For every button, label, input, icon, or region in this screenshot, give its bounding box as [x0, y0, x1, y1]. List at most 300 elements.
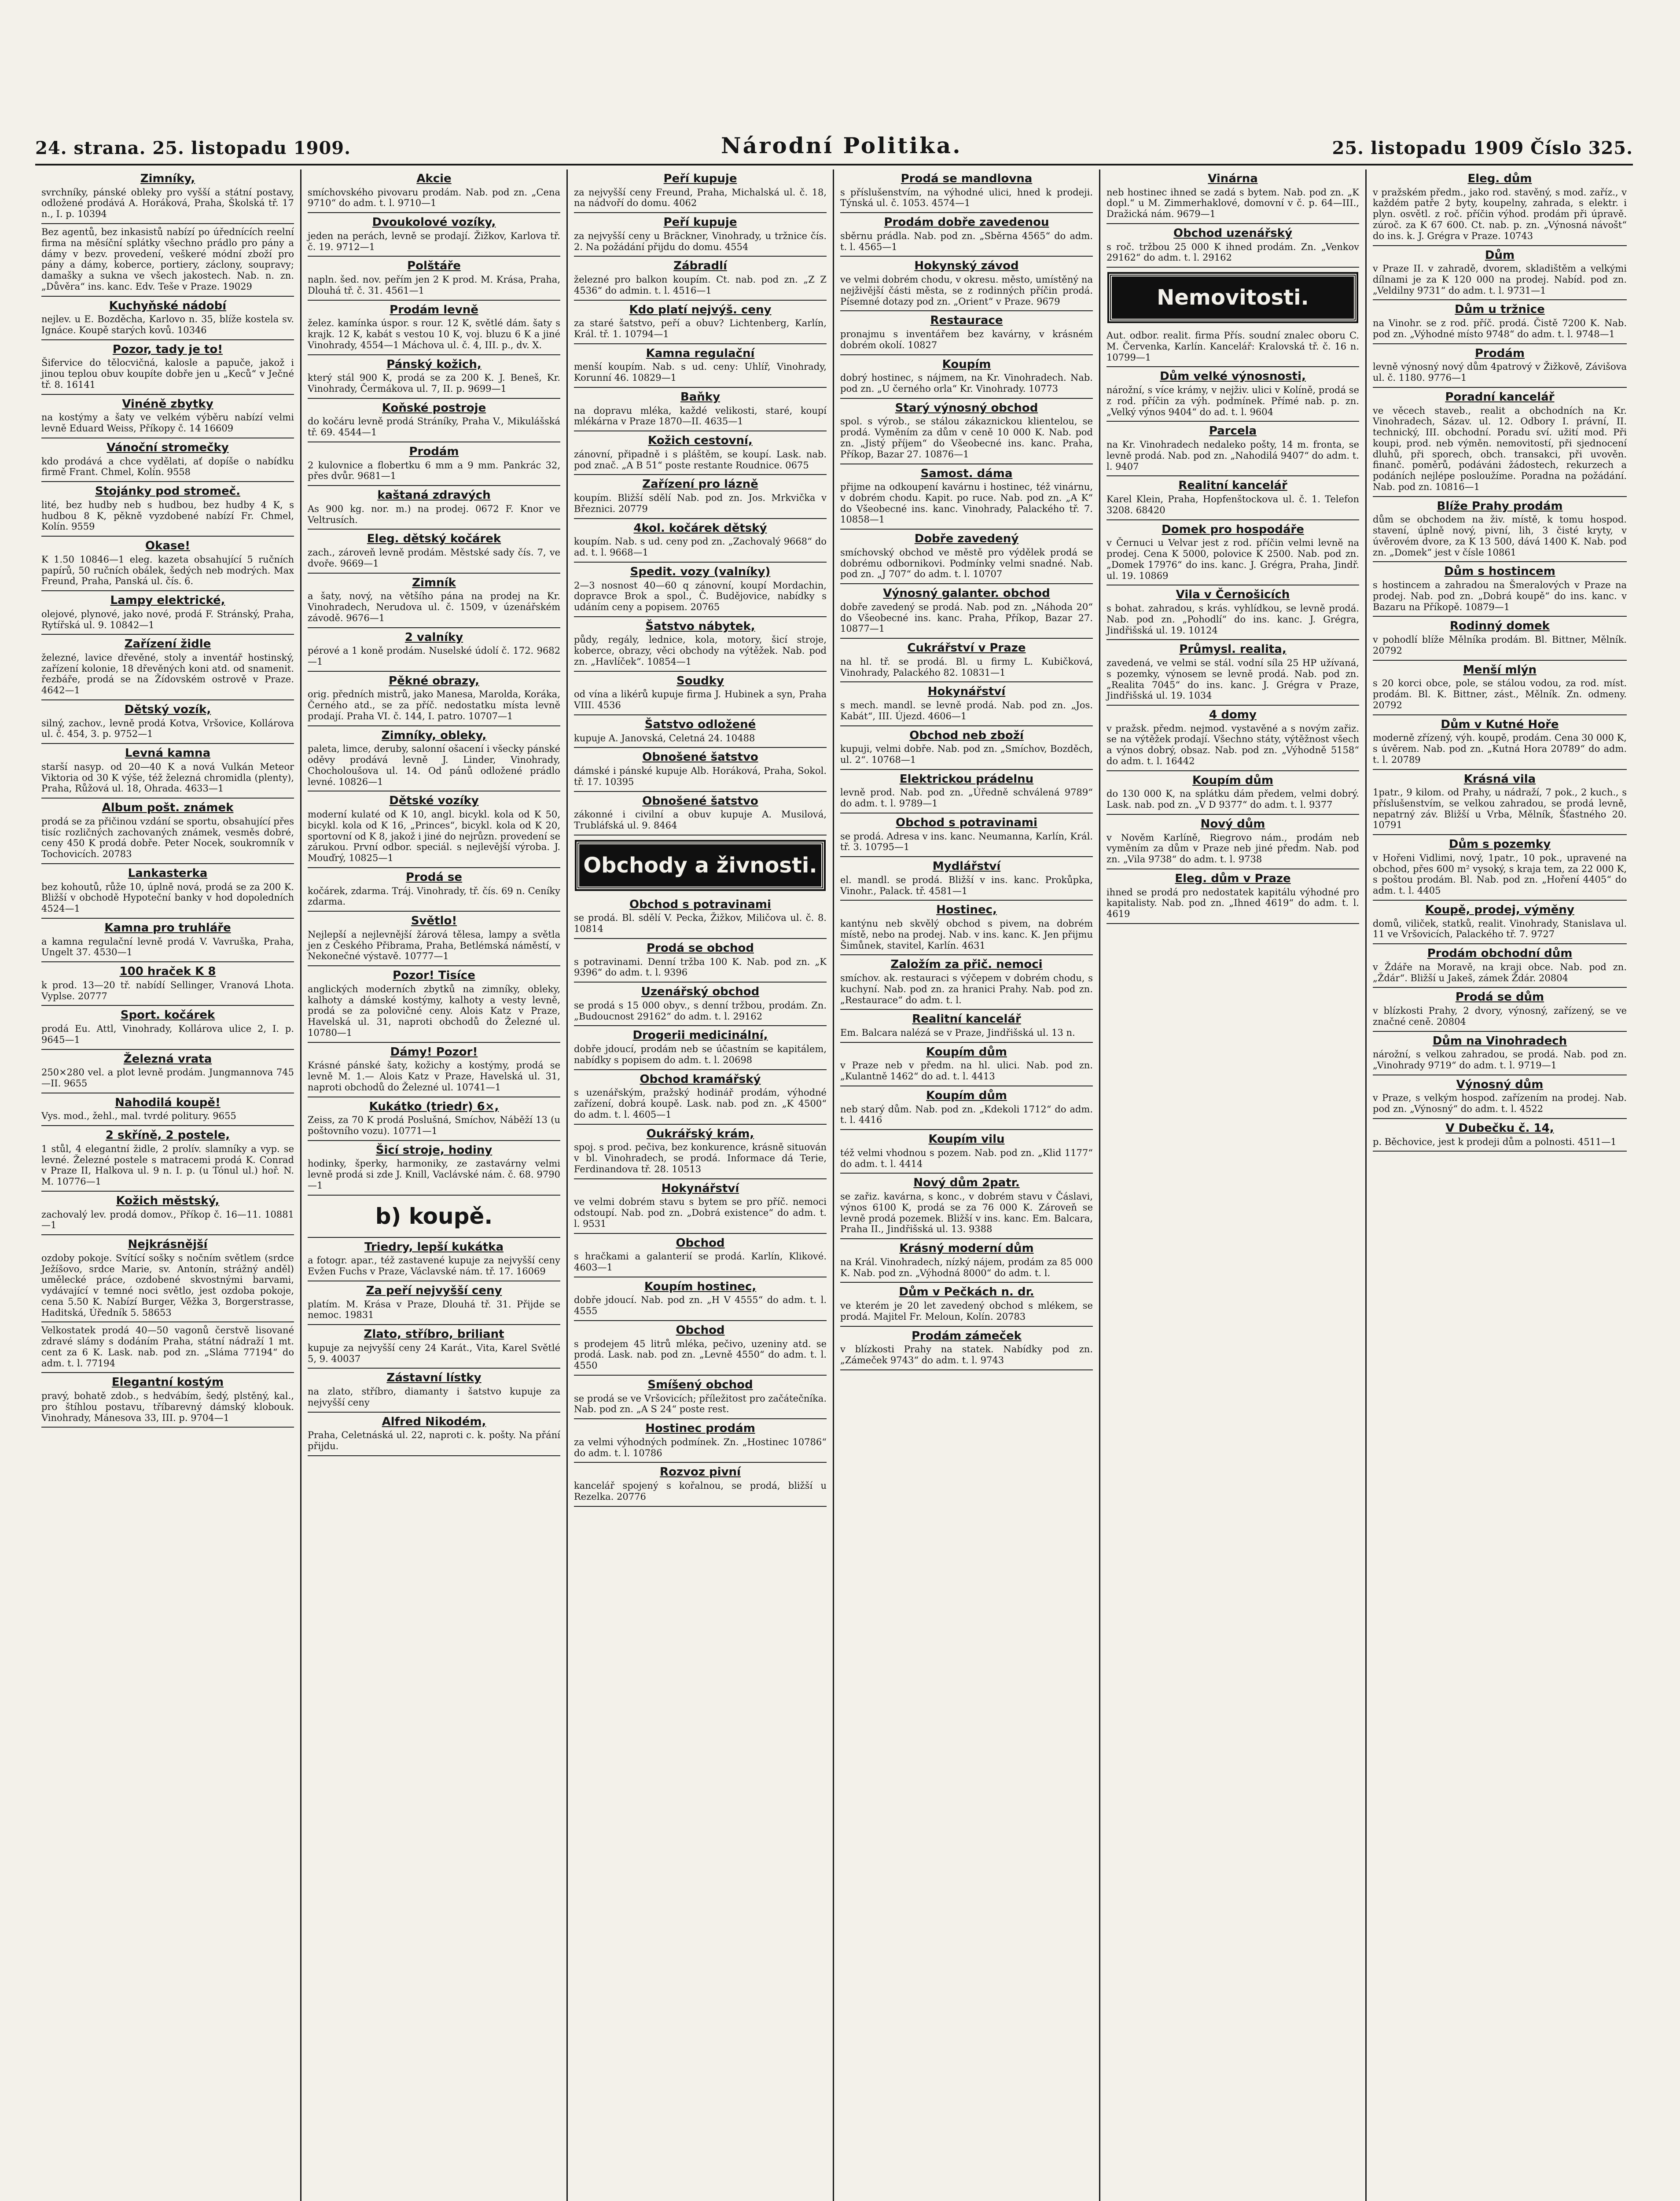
ad-text: koupím. Bližší sdělí Nab. pod zn. Jos. Mrkvička v Březnici. 20779: [574, 493, 827, 514]
classified-ad: [308, 1141, 560, 1196]
ad-heading: Pozor, tady je to!: [112, 342, 223, 356]
ad-heading: Dům v Kutné Hoře: [1441, 718, 1559, 731]
ad-heading: Obchod: [676, 1236, 725, 1250]
ad-heading: Dámy! Pozor!: [390, 1045, 478, 1059]
classified-ad: [308, 1325, 560, 1369]
ad-heading: 2 skříně, 2 postele,: [105, 1129, 230, 1142]
classified-ad: [41, 1006, 294, 1049]
ad-heading: Drogerii medicinální,: [632, 1029, 768, 1042]
ad-text: s 20 korci obce, pole, se stálou vodou, za rod. míst. prodám. Bl. K. Bittner, zást., Mělník. Zn. odmeny. 20792: [1373, 678, 1627, 710]
ad-column-6: [1367, 169, 1633, 2201]
ad-heading: Kožich městský,: [116, 1194, 220, 1207]
classified-ad: [574, 475, 827, 519]
ad-text: do kočáru levně prodá Stráníky, Praha V., Mikulášská tř. 69. 4544—1: [308, 416, 560, 438]
classified-ad: [1373, 715, 1627, 770]
ad-text: za staré šatstvo, peří a obuv? Lichtenberg, Karlín, Král. tř. 1. 10794—1: [574, 318, 827, 340]
classified-ad: [574, 1026, 827, 1070]
section-banner: Obchody a živnosti.: [577, 842, 824, 889]
ad-text: levně výnosný nový dům 4patrový v Žižkově, Závišova ul. č. 1180. 9776—1: [1373, 361, 1627, 383]
ad-text: s bohat. zahradou, s krás. vyhlídkou, se levně prodá. Nab. pod zn. „Pohodlí“ do ins. kanc. J. Grégra, Jindřišská ul. 19. 10124: [1107, 603, 1359, 636]
ad-heading: Lankasterka: [128, 866, 208, 880]
classified-ad: [41, 1093, 294, 1126]
classified-ad: [574, 1321, 827, 1376]
ad-text: se prodá. Bl. sdělí V. Pecka, Žižkov, Miličova ul. č. 8. 10814: [574, 913, 827, 935]
ad-text: Nejlepší a nejlevnější žárová tělesa, lampy a světla jen z Českého Přibrama, Praha, Betlémská náměstí, v Nekonečné výstavě. 10777—1: [308, 929, 560, 962]
section-banner: Nemovitosti.: [1109, 274, 1356, 321]
ad-heading: Vila v Černošicích: [1176, 588, 1290, 602]
ad-text: kočárek, zdarma. Tráj. Vinohrady, tř. čís. 69 n. Ceníky zdarma.: [308, 885, 560, 907]
ad-text: dámské i pánské kupuje Alb. Horáková, Praha, Sokol. tř. 17. 10395: [574, 766, 827, 787]
ad-heading: Pěkné obrazy,: [389, 674, 479, 688]
ad-heading: Dům u tržnice: [1455, 303, 1545, 317]
classified-ad: [308, 574, 560, 628]
classified-ad: [840, 955, 1093, 1010]
ad-text: 2—3 nosnost 40—60 q zánovní, koupí Mordachin, dopravce Brok a spol., Č. Budějovice, nabídky s udáním ceny a popisem. 20765: [574, 580, 827, 613]
ad-text: v Praze neb v předm. na hl. ulici. Nab. pod zn. „Kulantně 1462“ do ad. t. l. 4413: [840, 1060, 1093, 1082]
ad-heading: Hostinec,: [936, 903, 997, 917]
ad-heading: Dvoukolové vozíky,: [372, 216, 496, 229]
ad-heading: Baňky: [680, 390, 721, 404]
classified-ad: [574, 672, 827, 715]
ad-heading: Hokynářství: [927, 685, 1006, 699]
ad-text: za nejvyšší ceny Freund, Praha, Michalská ul. č. 18, na nádvoří do domu. 4062: [574, 187, 827, 209]
classified-ad: [41, 224, 294, 297]
ad-text: s hostincem a zahradou na Šmeralových v Praze na prodej. Nab. pod zn. „Dobrá koupě“ do ins. kanc. v Bazaru na Příkopě. 10879—1: [1373, 580, 1627, 612]
ad-text: smíchovského pivovaru prodám. Nab. pod zn. „Cena 9710“ do adm. t. l. 9710—1: [308, 187, 560, 209]
classified-ad: [308, 1043, 560, 1097]
ad-heading: Polštáře: [407, 259, 461, 273]
classified-ad: [1373, 497, 1627, 563]
classified-ad: [41, 340, 294, 395]
classified-ad: [1373, 1119, 1627, 1152]
ad-heading: Vinárna: [1208, 172, 1258, 185]
ad-text: el. mandl. se prodá. Bližší v ins. kanc. Prokůpka, Vinohr., Palack. tř. 4581—1: [840, 874, 1093, 896]
ad-text: s potravinami. Denní tržba 100 K. Nab. pod zn. „K 9396“ do adm. t. l. 9396: [574, 956, 827, 978]
classified-ad: [574, 895, 827, 939]
ad-heading: Krásná vila: [1463, 772, 1536, 786]
classified-ad: [41, 297, 294, 340]
page-info-right: 25. listopadu 1909 Číslo 325.: [1332, 138, 1633, 158]
ad-heading: kaštaná zdravých: [377, 489, 491, 502]
classified-ad: [840, 1327, 1093, 1370]
ad-heading: Šicí stroje, hodiny: [375, 1143, 493, 1157]
ad-heading: Šatstvo odložené: [644, 718, 756, 731]
ad-text: nárožní, s velkou zahradou, se prodá. Nab. pod zn. „Vinohrady 9719“ do adm. t. l. 9719—1: [1373, 1049, 1627, 1071]
ad-text: domů, viliček, statků, realit. Vinohrady, Stanislava ul. 11 ve Vršovicích, Palackého tř. 7. 9727: [1373, 918, 1627, 940]
classified-ad: [574, 1376, 827, 1419]
ad-text: starší nasyp. od 20—40 K a nová Vulkán Meteor Viktoria od 30 K výše, též železná chromidla (plenty), Praha, Růžová ul. 18, Ohrada. 4633—1: [41, 761, 294, 794]
ad-columns: [35, 169, 1633, 2201]
ad-text: moderní kulaté od K 10, angl. bicykl. kola od K 50, bicykl. kola od K 16, „Princes“, bicykl. kola od K 20, sportovní od K 8, jakož i jiné do nejrůzn. provedení se zárukou. První odbor. speciál. s nejlevější výroba. J. Mouďrý, 10825—1: [308, 809, 560, 864]
ad-text: do 130 000 K, na splátku dám předem, velmi dobrý. Lask. nab. pod zn. „V D 9377“ do adm. t. l. 9377: [1107, 788, 1359, 810]
classified-ad: [1373, 988, 1627, 1031]
ad-text: se prodá s 15 000 obyv., s denní tržbou, prodám. Zn. „Budoucnost 29162“ do adm. t. l. 29162: [574, 1000, 827, 1022]
ad-text: nejlev. u E. Bozděcha, Karlovo n. 35, blíže kostela sv. Ignáce. Koupě starých kovů. 10346: [41, 314, 294, 335]
classified-ad: [308, 355, 560, 399]
ad-heading: Zařízení židle: [124, 637, 211, 651]
ad-text: zachovalý lev. prodá domov., Příkop č. 16—11. 10881—1: [41, 1209, 294, 1231]
classified-ad: [574, 1125, 827, 1179]
classified-ad: [1373, 1075, 1627, 1119]
ad-text: Vys. mod., žehl., mal. tvrdé politury. 9655: [41, 1111, 236, 1122]
classified-ad: [1107, 328, 1359, 367]
classified-ad: [308, 213, 560, 257]
ad-text: Karel Klein, Praha, Hopfenštockova ul. č. 1. Telefon 3208. 68420: [1107, 494, 1359, 515]
ad-text: se prodá se ve Vršovicích; příležitost pro začátečníka. Nab. pod zn. „A S 24“ poste rest.: [574, 1393, 827, 1415]
classified-ad: [840, 726, 1093, 770]
classified-ad: [308, 301, 560, 355]
ad-heading: Prodám zámeček: [912, 1329, 1022, 1343]
classified-ad: [1373, 562, 1627, 617]
classified-ad: [574, 939, 827, 983]
ad-heading: Obchod: [676, 1323, 725, 1337]
ad-text: železné pro balkon koupím. Ct. nab. pod zn. „Z Z 4536“ do admin. t. l. 4516—1: [574, 274, 827, 296]
ad-heading: Nový dům: [1200, 817, 1265, 831]
ad-heading: Samost. dáma: [920, 467, 1013, 480]
ad-heading: Alfred Nikodém,: [382, 1415, 486, 1428]
ad-heading: Koňské postroje: [382, 401, 486, 415]
ad-text: orig. předních mistrů, jako Manesa, Marolda, Koráka, Černého atd., se za příč. nedostatku místa levně prodají. Praha VI. č. 144, I. patro. 10707—1: [308, 689, 560, 721]
ad-text: jeden na perách, levně se prodají. Žižkov, Karlova tř. č. 19. 9712—1: [308, 230, 560, 252]
ad-heading: Koupím: [942, 357, 991, 371]
ad-heading: Koupím dům: [1192, 773, 1273, 787]
ad-text: v Nověm Karlíně, Riegrovo nám., prodám neb vyměním za dům v Praze neb jiné předm. Nab. pod zn. „Vila 9738“ do adm. t. l. 9738: [1107, 832, 1359, 865]
ad-heading: Parcela: [1209, 424, 1257, 438]
ad-text: platím. M. Krása v Praze, Dlouhá tř. 31. Přijde se nemoc. 19831: [308, 1299, 560, 1321]
ad-text: na kostýmy a šaty ve velkém výběru nabízí velmi levně Eduard Weiss, Příkopy č. 14 16609: [41, 412, 294, 434]
ad-text: půdy, regály, lednice, kola, motory, šicí stroje, koberce, obrazy, věci obchody na výtěžek. Nab. pod zn. „Havlíček“. 10854—1: [574, 634, 827, 667]
classified-ad: [1107, 706, 1359, 771]
ad-text: v pražském předm., jako rod. stavěný, s mod. zaříz., v každém patře 2 byty, koupelny, zahrada, s elektr. i plyn. osvětl. z roč. příčin výhod. prodám při úpravě. zúroč. za K 67 600. Ct. nab. p. zn. „Výnosná návošt“ do ins. k. J. Grégra v Praze. 10743: [1373, 187, 1627, 241]
ad-text: K 1.50 10846—1 eleg. kazeta obsahující 5 ručních papírů, 50 ručních obálek, šedých neb modrých. Max Freund, Praha, Panská ul. čís. 6.: [41, 554, 294, 587]
ad-text: Zeiss, za 70 K prodá Poslušná, Smíchov, Náběží 13 (u poštovního vozu). 10771—1: [308, 1115, 560, 1137]
classified-ad: [840, 1283, 1093, 1326]
ad-heading: Koupě, prodej, výměny: [1425, 903, 1574, 916]
ad-heading: Vinéně zbytky: [122, 397, 213, 411]
classified-ad: [840, 311, 1093, 355]
ad-text: a kamna regulační levně prodá V. Vavruška, Praha, Ungelt 37. 4530—1: [41, 936, 294, 958]
ad-heading: Eleg. dům v Praze: [1175, 872, 1291, 885]
ad-text: želez. kamínka úspor. s rour. 12 K, světlé dám. šaty s krajk. 12 K, kabát s vestou 10 K, voj. bluzu 6 K a jiné Vinohrady, 4554—1 Máchova ul. č. 4, III. p., dv. X.: [308, 318, 560, 350]
ad-heading: Nový dům 2patr.: [913, 1176, 1020, 1190]
classified-ad: [574, 1234, 827, 1277]
classified-ad: [1373, 300, 1627, 344]
ad-text: silný, zachov., levně prodá Kotva, Vršovice, Kollárova ul. č. 454, 3. p. 9752—1: [41, 718, 294, 740]
classified-ad: [308, 1413, 560, 1456]
ad-text: 1patr., 9 kilom. od Prahy, u nádraží, 7 pok., 2 kuch., s příslušenstvím, se velkou zahradou, se prodá levně, nepatrný záv. Bližší u Vrba, Mělník, Šťastného 20. 10791: [1373, 787, 1627, 831]
ad-heading: Stojánky pod stromeč.: [95, 485, 240, 498]
ad-heading: V Dubečku č. 14,: [1445, 1122, 1554, 1135]
ad-text: ve velmi dobrém stavu s bytem se pro příč. nemoci odstoupí. Nab. pod zn. „Dobrá existence“ do adm. t. l. 9531: [574, 1196, 827, 1229]
classified-ad: [574, 257, 827, 300]
classified-ad: [574, 1179, 827, 1234]
ad-text: kancelář spojený s kořalnou, se prodá, bližší u Rezelka. 20776: [574, 1480, 827, 1502]
ad-text: se zařiz. kavárna, s konc., v dobrém stavu v Čáslavi, výnos 6100 K, prodá se za 76 000 K. Zároveň se levně prodá pozemek. Bližší v ins. kanc. Em. Balcara, Praha II., Jindřišská ul. 13. 9388: [840, 1191, 1093, 1235]
ad-heading: Poradní kancelář: [1445, 390, 1555, 404]
ad-heading: Koupím dům: [926, 1045, 1007, 1059]
ad-text: prodá se za přičinou vzdání se sportu, obsahující přes tisíc rozličných zachovaných známek, vesměs dobré, ceny 450 K prodá dobře. Peter Nocek, soukromník v Tochovicích. 20783: [41, 816, 294, 860]
ad-text: spoj. s prod. pečiva, bez konkurence, krásně situován v bl. Vinohradech, se prodá. Informace dá Terie, Ferdinandova tř. 28. 10513: [574, 1142, 827, 1174]
classified-ad: [574, 213, 827, 257]
ad-heading: Koupím vilu: [928, 1133, 1005, 1146]
classified-ad: [1107, 224, 1359, 268]
ad-heading: Zábradlí: [673, 259, 727, 273]
classified-ad: [308, 912, 560, 966]
ad-text: s mech. mandl. se levně prodá. Nab. pod zn. „Jos. Kabát“, III. Újezd. 4606—1: [840, 700, 1093, 721]
ad-text: hodinky, šperky, harmoniky, ze zastavárny velmi levně prodá si zde J. Knill, Vaclávské nám. č. 68. 9790—1: [308, 1158, 560, 1191]
ad-text: prodá Eu. Attl, Vinohrady, Kollárova ulice 2, I. p. 9645—1: [41, 1023, 294, 1045]
ad-heading: Za peří nejvyšší ceny: [366, 1284, 502, 1297]
classified-ad: [840, 530, 1093, 584]
ad-heading: Peří kupuje: [663, 172, 737, 185]
ad-text: menší koupím. Nab. s ud. ceny: Uhlíř, Vinohrady, Korunní 46. 10829—1: [574, 361, 827, 383]
classified-ad: [840, 857, 1093, 901]
ad-text: v pohodlí blíže Mělníka prodám. Bl. Bittner, Mělník. 20792: [1373, 634, 1627, 656]
ad-text: 250×280 vel. a plot levně prodám. Jungmannova 745—II. 9655: [41, 1067, 294, 1089]
ad-text: kdo prodává a chce vydělati, ať dopíše o nabídku firmě Frant. Chmel, Kolín. 9558: [41, 456, 294, 478]
ad-heading: 2 valníky: [404, 630, 463, 644]
ad-heading: Šatstvo nábytek,: [645, 619, 755, 633]
ad-text: zavedená, ve velmi se stál. vodní síla 25 HP užívaná, s pozemky, výnosem se levně prodá. Nab. pod zn. „Realita 7045“ do ins. kanc. J. Grégra v Praze, Jindřišská ul. 19. 1034: [1107, 657, 1359, 701]
ad-heading: 4 domy: [1209, 708, 1257, 722]
classified-ad: [308, 442, 560, 486]
ad-text: Bez agentů, bez inkasistů nabízí po úřednících reelní firma na měsíční splátky všechno prádlo pro pány a dámy v bezv. provedení, veškeré módní zboží pro pány a dámy, koberce, portiery, záclony, soupravy; damašky a sukna ve všech jakostech. Nab. n. zn. „Důvěra“ ins. kanc. Edv. Teše v Praze. 19029: [41, 226, 294, 292]
ad-text: v Černuci u Velvar jest z rod. příčin velmi levně na prodej. Cena K 5000, polovice K 2500. Nab. pod zn. „Domek 17976“ do ins. kanc. J. Grégra, Praha, Jindř. ul. 19. 10869: [1107, 537, 1359, 581]
ad-heading: Dům s pozemky: [1448, 838, 1551, 851]
ad-text: Krásné pánské šaty, kožichy a kostýmy, prodá se levně M. 1.— Alois Katz v Praze, Havelská ul. 31, naproti obchodů do Železné ul. 10741—1: [308, 1060, 560, 1093]
ad-text: k prod. 13—20 tř. nabídí Sellinger, Vranová Lhota. Vyplse. 20777: [41, 979, 294, 1001]
ad-heading: Kuchyňské nádobí: [109, 299, 227, 313]
page-info-left: 24. strana. 25. listopadu 1909.: [35, 138, 351, 158]
ad-text: kupuji, velmi dobře. Nab. pod zn. „Smíchov, Bozděch, ul. 2“. 10768—1: [840, 743, 1093, 766]
ad-text: a šaty, nový, na většího pána na prodej na Kr. Vinohradech, Nerudova ul. č. 1509, v úzenářském závodě. 9676—1: [308, 591, 560, 623]
ad-text: na Vinohr. se z rod. příč. prodá. Čistě 7200 K. Nab. pod zn. „Výhodné místo 9748“ do adm. t. l. 9748—1: [1373, 318, 1627, 339]
ad-heading: Album pošt. známek: [102, 801, 234, 815]
classified-ad: [1373, 344, 1627, 388]
classified-ad: [308, 628, 560, 672]
ad-heading: Eleg. dětský kočárek: [367, 532, 501, 546]
ad-text: Velkostatek prodá 40—50 vagonů čerstvě lisované zdravé slámy s dodáním Praha, státní nádraží 1 mt. cent za 6 K. Lask. nab. pod zn. „Sláma 77194“ do adm. t. l. 77194: [41, 1325, 294, 1369]
classified-ad: [840, 464, 1093, 530]
ad-text: anglických moderních zbytků na zimníky, obleky, kalhoty a dámské kostýmy, kalhoty a vesty levně, prodá se za polovičné ceny. Alois Katz v Praze, Havelská ul. 31, naproti obchodů do Železné ul. 10780—1: [308, 983, 560, 1038]
classified-ad: [41, 1235, 294, 1322]
ad-text: 2 kulovnice a flobertku 6 mm a 9 mm. Pankrác 32, přes dvůr. 9681—1: [308, 460, 560, 482]
ad-text: levně prod. Nab. pod zn. „Úředně schválená 9789“ do adm. t. l. 9789—1: [840, 787, 1093, 809]
classified-ad: [1107, 815, 1359, 869]
classified-ad: [41, 591, 294, 635]
ad-heading: Realitní kancelář: [1178, 479, 1287, 493]
classified-ad: [840, 257, 1093, 311]
ad-text: na Král. Vinohradech, nízký nájem, prodám za 85 000 K. Nab. pod zn. „Výhodná 8000“ do adm. t. l.: [840, 1256, 1093, 1278]
ad-heading: Koupím dům: [926, 1089, 1007, 1102]
ad-heading: Dětský vozík,: [124, 703, 211, 717]
classified-ad: [1373, 246, 1627, 301]
ad-text: s roč. tržbou 25 000 K ihned prodám. Zn. „Venkov 29162“ do adm. t. l. 29162: [1107, 241, 1359, 263]
ad-heading: Mydlářství: [932, 860, 1001, 873]
ad-text: na dopravu mléka, každé velikosti, staré, koupí mlékárna v Praze 1870—II. 4635—1: [574, 405, 827, 427]
ad-text: koupím. Nab. s ud. ceny pod zn. „Zachovalý 9668“ do ad. t. l. 9668—1: [574, 536, 827, 558]
ad-text: za velmi výhodných podmínek. Zn. „Hostinec 10786“ do adm. t. l. 10786: [574, 1436, 827, 1458]
ad-column-2: [301, 169, 568, 2201]
ad-heading: Zimníky,: [140, 172, 195, 185]
classified-ad: [1107, 640, 1359, 706]
classified-ad: [574, 301, 827, 344]
ad-heading: Nejkrásnější: [128, 1238, 208, 1251]
ad-heading: Obnošené šatstvo: [642, 794, 758, 808]
classified-ad: [1107, 169, 1359, 224]
classified-ad: [308, 791, 560, 868]
classified-ad: [1107, 422, 1359, 476]
ad-text: napln. šed. nov. peřím jen 2 K prod. M. Krása, Praha, Dlouhá tř. č. 31. 4561—1: [308, 274, 560, 296]
classified-ad: [1373, 1032, 1627, 1075]
ad-heading: Obchod kramářský: [640, 1072, 761, 1086]
ad-text: a fotogr. apar., též zastavené kupuje za nejvyšší ceny Evžen Fuchs v Praze, Václavské nám. tř. 17. 16069: [308, 1255, 560, 1277]
ad-text: od vína a likérů kupuje firma J. Hubinek a syn, Praha VIII. 4536: [574, 689, 827, 711]
ad-heading: Prodá se obchod: [647, 942, 754, 955]
ad-heading: Kamna pro truhláře: [104, 921, 231, 935]
ad-text: olejové, plynové, jako nové, prodá F. Stránský, Praha, Rytířská ul. 9. 10842—1: [41, 608, 294, 630]
classified-ad: [308, 486, 560, 530]
ad-text: dobře zavedený se prodá. Nab. pod zn. „Náhoda 20“ do Všeobecné ins. kanc. Praha, Příkop, Bazar 27. 10877—1: [840, 601, 1093, 634]
classified-ad: [574, 715, 827, 748]
ad-text: v blízkosti Prahy, 2 dvory, výnosný, zařízený, se ve značné ceně. 20804: [1373, 1005, 1627, 1027]
classified-ad: [574, 563, 827, 617]
ad-text: též velmi vhodnou s pozem. Nab. pod zn. „Klid 1177“ do adm. t. l. 4414: [840, 1147, 1093, 1169]
classified-ad: [41, 1373, 294, 1428]
ad-text: zach., zároveň levně prodám. Městské sady čís. 7, ve dvoře. 9669—1: [308, 547, 560, 569]
ad-text: dobře jdoucí, prodám neb se účastním se kapitálem, nabídky s popisem do adm. t. l. 20698: [574, 1044, 827, 1065]
ad-text: v Hořeni Vidlimi, nový, 1patr., 10 pok., upravené na obchod, přes 600 m² vysoký, s kraja tem, za 22 000 K, s poštou prodám. Bl. Nab. pod zn. „Hoření 4405“ do adm. t. l. 4405: [1373, 852, 1627, 896]
ad-heading: Obchod uzenářský: [1173, 226, 1293, 240]
ad-heading: Prodá se mandlovna: [901, 172, 1033, 185]
ad-heading: Dům v Pečkách n. dr.: [899, 1285, 1034, 1299]
ad-text: za nejvyšší ceny u Bräckner, Vinohrady, u tržnice čís. 2. Na požádání přijdu do domu. 4554: [574, 230, 827, 252]
classified-ad: [574, 983, 827, 1026]
ad-heading: Obchod neb zboží: [909, 729, 1024, 742]
ad-text: na hl. tř. se prodá. Bl. u firmy L. Kubičková, Vinohrady, Palackého 82. 10831—1: [840, 656, 1093, 678]
ad-text: se prodá. Adresa v ins. kanc. Neumanna, Karlín, Král. tř. 3. 10795—1: [840, 831, 1093, 853]
ad-heading: Domek pro hospodáře: [1162, 523, 1304, 536]
ad-heading: Obnošené šatstvo: [642, 751, 758, 764]
ad-heading: 100 hraček K 8: [119, 965, 216, 979]
ad-text: bez kohoutů, růže 10, úplně nová, prodá se za 200 K. Bližší v obchodě Hypoteční banky v hod dopoledních 4524—1: [41, 881, 294, 914]
masthead: [35, 132, 1633, 158]
classified-ad: [308, 726, 560, 792]
ad-text: pérové a 1 koně prodám. Nuselské údolí č. 172. 9682—1: [308, 645, 560, 667]
ad-text: ozdoby pokoje. Svítící sošky s nočním světlem (srdce Ježíšovo, srdce Marie, sv. Antonín, strážný anděl) umělecké práce, ozdobené skvostnými barvami, vydávající v temné noci světlo, jest ozdoba pokoje, cena 5.50 K. Nabízí Burger, Věžka 3, Borgerstrasse, Haditská, Úředník 5. 58653: [41, 1252, 294, 1318]
ad-heading: Prodá se: [405, 870, 463, 884]
classified-ad: [41, 919, 294, 962]
classified-ad: [308, 1281, 560, 1325]
ad-heading: Koupím hostinec,: [644, 1280, 757, 1293]
classified-ad: [1373, 661, 1627, 715]
classified-ad: [1107, 771, 1359, 815]
ad-text: v pražsk. předm. nejmod. vystavěné a s novým zařiz. se na výtěžek prodají. Všechno státy, výtěžnost všech a výnos dobrý, obsaz. Nab. pod zn. „Výhodně 5158“ do adm. t. l. 16442: [1107, 723, 1359, 767]
ad-heading: Triedry, lepší kukátka: [364, 1240, 504, 1254]
ad-text: paleta, limce, deruby, salonní ošacení i všecky pánské oděvy prodává levně J. Linder, Vinohrady, Chocholoušova ul. 14. Od pánů odložené prádlo levné. 10826—1: [308, 743, 560, 787]
ad-text: dobrý hostinec, s nájmem, na Kr. Vinohradech. Nab. pod zn. „U černého orla“ Kr. Vinohrady. 10773: [840, 372, 1093, 394]
classified-ad: [840, 1043, 1093, 1086]
classified-ad: [308, 169, 560, 213]
classified-ad: [840, 770, 1093, 813]
top-rule: [35, 164, 1633, 166]
ad-heading: Peří kupuje: [663, 216, 737, 229]
classified-ad: [1373, 770, 1627, 835]
classified-ad: [1373, 944, 1627, 988]
ad-heading: Akcie: [416, 172, 452, 185]
ad-heading: Založím za přič. nemoci: [890, 958, 1043, 972]
classified-ad: [574, 169, 827, 213]
ad-heading: Restaurace: [930, 314, 1003, 328]
ad-text: Praha, Celetnáská ul. 22, naproti c. k. pošty. Na přání přijdu.: [308, 1430, 560, 1452]
ad-heading: Kdo platí nejvýš. ceny: [629, 303, 772, 317]
classified-ad: [308, 530, 560, 573]
ad-heading: Dobře zavedený: [914, 532, 1019, 546]
ad-text: neb hostinec ihned se zadá s bytem. Nab. pod zn. „K dopl.“ u M. Zimmerhaklové, domovní v č. p. 64—III., Dražická nám. 9679—1: [1107, 187, 1359, 220]
ad-heading: Kamna regulační: [646, 346, 755, 360]
classified-ad: [41, 1126, 294, 1192]
ad-heading: Starý výnosný obchod: [895, 401, 1038, 415]
classified-ad: [41, 438, 294, 482]
ad-heading: Zástavní lístky: [386, 1371, 482, 1385]
classified-ad: [574, 748, 827, 791]
ad-text: pravý, bohatě zdob., s hedvábím, šedý, plstěný, kal., pro štíhlou postavu, tříbarevný dámský klobouk. Vinohrady, Mánesova 33, III. p. 9704—1: [41, 1391, 294, 1423]
classified-ad: [308, 868, 560, 912]
ad-text: ve věcech staveb., realit a obchodních na Kr. Vinohradech, Sázav. ul. 12. Odbory I. právní, II. technický, III. obchodní. Poradu sví. užití mod. Při koupi, prod. neb výměn. nemovitostí, při sjednocení dluhů, při sporech, obch. transakci, při uvověn. finanč. poměrů, podáváni žádostech, rekurzech a podáních nejlépe posloužíme. Poradna na požádání. Nab. pod zn. 10816—1: [1373, 405, 1627, 492]
classified-ad: [308, 399, 560, 442]
classified-ad: [840, 1010, 1093, 1042]
classified-ad: [41, 962, 294, 1006]
ad-heading: Cukrářství v Praze: [907, 641, 1026, 655]
ad-text: ve kterém je 20 let zavedený obchod s mlékem, se prodá. Majitel Fr. Meloun, Kolín. 20783: [840, 1300, 1093, 1322]
classified-ad: [840, 355, 1093, 399]
ad-heading: Elegantní kostým: [111, 1376, 224, 1389]
ad-heading: Elektrickou prádelnu: [899, 772, 1034, 786]
ad-text: s hračkami a galanterií se prodá. Karlín, Klikové. 4603—1: [574, 1251, 827, 1273]
ad-heading: Hokynářství: [661, 1181, 739, 1195]
ad-heading: Realitní kancelář: [912, 1012, 1021, 1026]
ad-text: zánovní, připadně i s pláštěm, se koupí. Lask. nab. pod znač. „A B 51“ poste restante Roudnice. 0675: [574, 449, 827, 471]
classified-ad: [840, 901, 1093, 955]
classified-ad: [41, 744, 294, 799]
classified-ad: [41, 169, 294, 224]
ad-text: kantýnu neb skvělý obchod s pivem, na dobrém místě, nebo na prodej. Nab. v ins. kanc. K. Jen přijmu Šimůnek, stavitel, Karlín. 4631: [840, 918, 1093, 951]
ad-heading: Nahodilá koupě!: [115, 1096, 221, 1109]
classified-ad: [574, 617, 827, 672]
classified-ad: [574, 388, 827, 431]
classified-ad: [574, 1419, 827, 1463]
ad-heading: Hokynský závod: [914, 259, 1019, 273]
classified-ad: [41, 395, 294, 438]
classified-ad: [1107, 367, 1359, 422]
classified-ad: [840, 169, 1093, 213]
ad-text: 1 stůl, 4 elegantní židle, 2 prolív. slamníky a vyp. se levné. Železné postele s matracemi prodá K. Conrad v Praze II, Halkova ul. 9 n. I. p. (u Tónul ul.) hoř. N. M. 10776—1: [41, 1143, 294, 1187]
ad-text: Aut. odbor. realit. firma Přís. soudní znalec oboru C. M. Červenka, Karlín. Kancelář: Kralovská tř. č. 16 n. 10799—1: [1107, 330, 1359, 363]
classified-ad: [574, 1277, 827, 1321]
ad-column-5: [1100, 169, 1367, 2201]
classified-ad: [41, 864, 294, 919]
ad-heading: Dům velké výnosnosti,: [1160, 370, 1306, 383]
ad-text: v Praze II. v zahradě, dvorem, skladištěm a velkými dílnami je za K 120 000 na prodej. Nabíd. pod zn. „Veldilny 9731“ do adm. t. l. 9731—1: [1373, 263, 1627, 296]
ad-text: neb starý dům. Nab. pod zn. „Kdekoli 1712“ do adm. t. l. 4416: [840, 1104, 1093, 1126]
ad-text: ihned se prodá pro nedostatek kapitálu výhodné pro kapitalisty. Nab. pod zn. „Ihned 4619“ do adm. t. l. 4619: [1107, 887, 1359, 920]
ad-text: s prodejem 45 litrů mléka, pečivo, uzeniny atd. se prodá. Lask. nab. pod zn. „Levně 4550“ do adm. t. l. 4550: [574, 1338, 827, 1371]
ad-text: na zlato, stříbro, diamanty i šatstvo kupuje za nejvyšší ceny: [308, 1386, 560, 1408]
ad-heading: Blíže Prahy prodám: [1437, 499, 1563, 513]
ad-heading: Rozvoz pivní: [660, 1465, 741, 1479]
classified-ad: [574, 1463, 827, 1506]
ad-text: přijme na odkoupení kavárnu i hostinec, též vinárnu, v dobrém chodu. Kapit. po ruce. Nab. pod zn. „A K“ do Všeobecné ins. kanc. Vinohrady, Palackého tř. 7. 10858—1: [840, 482, 1093, 525]
